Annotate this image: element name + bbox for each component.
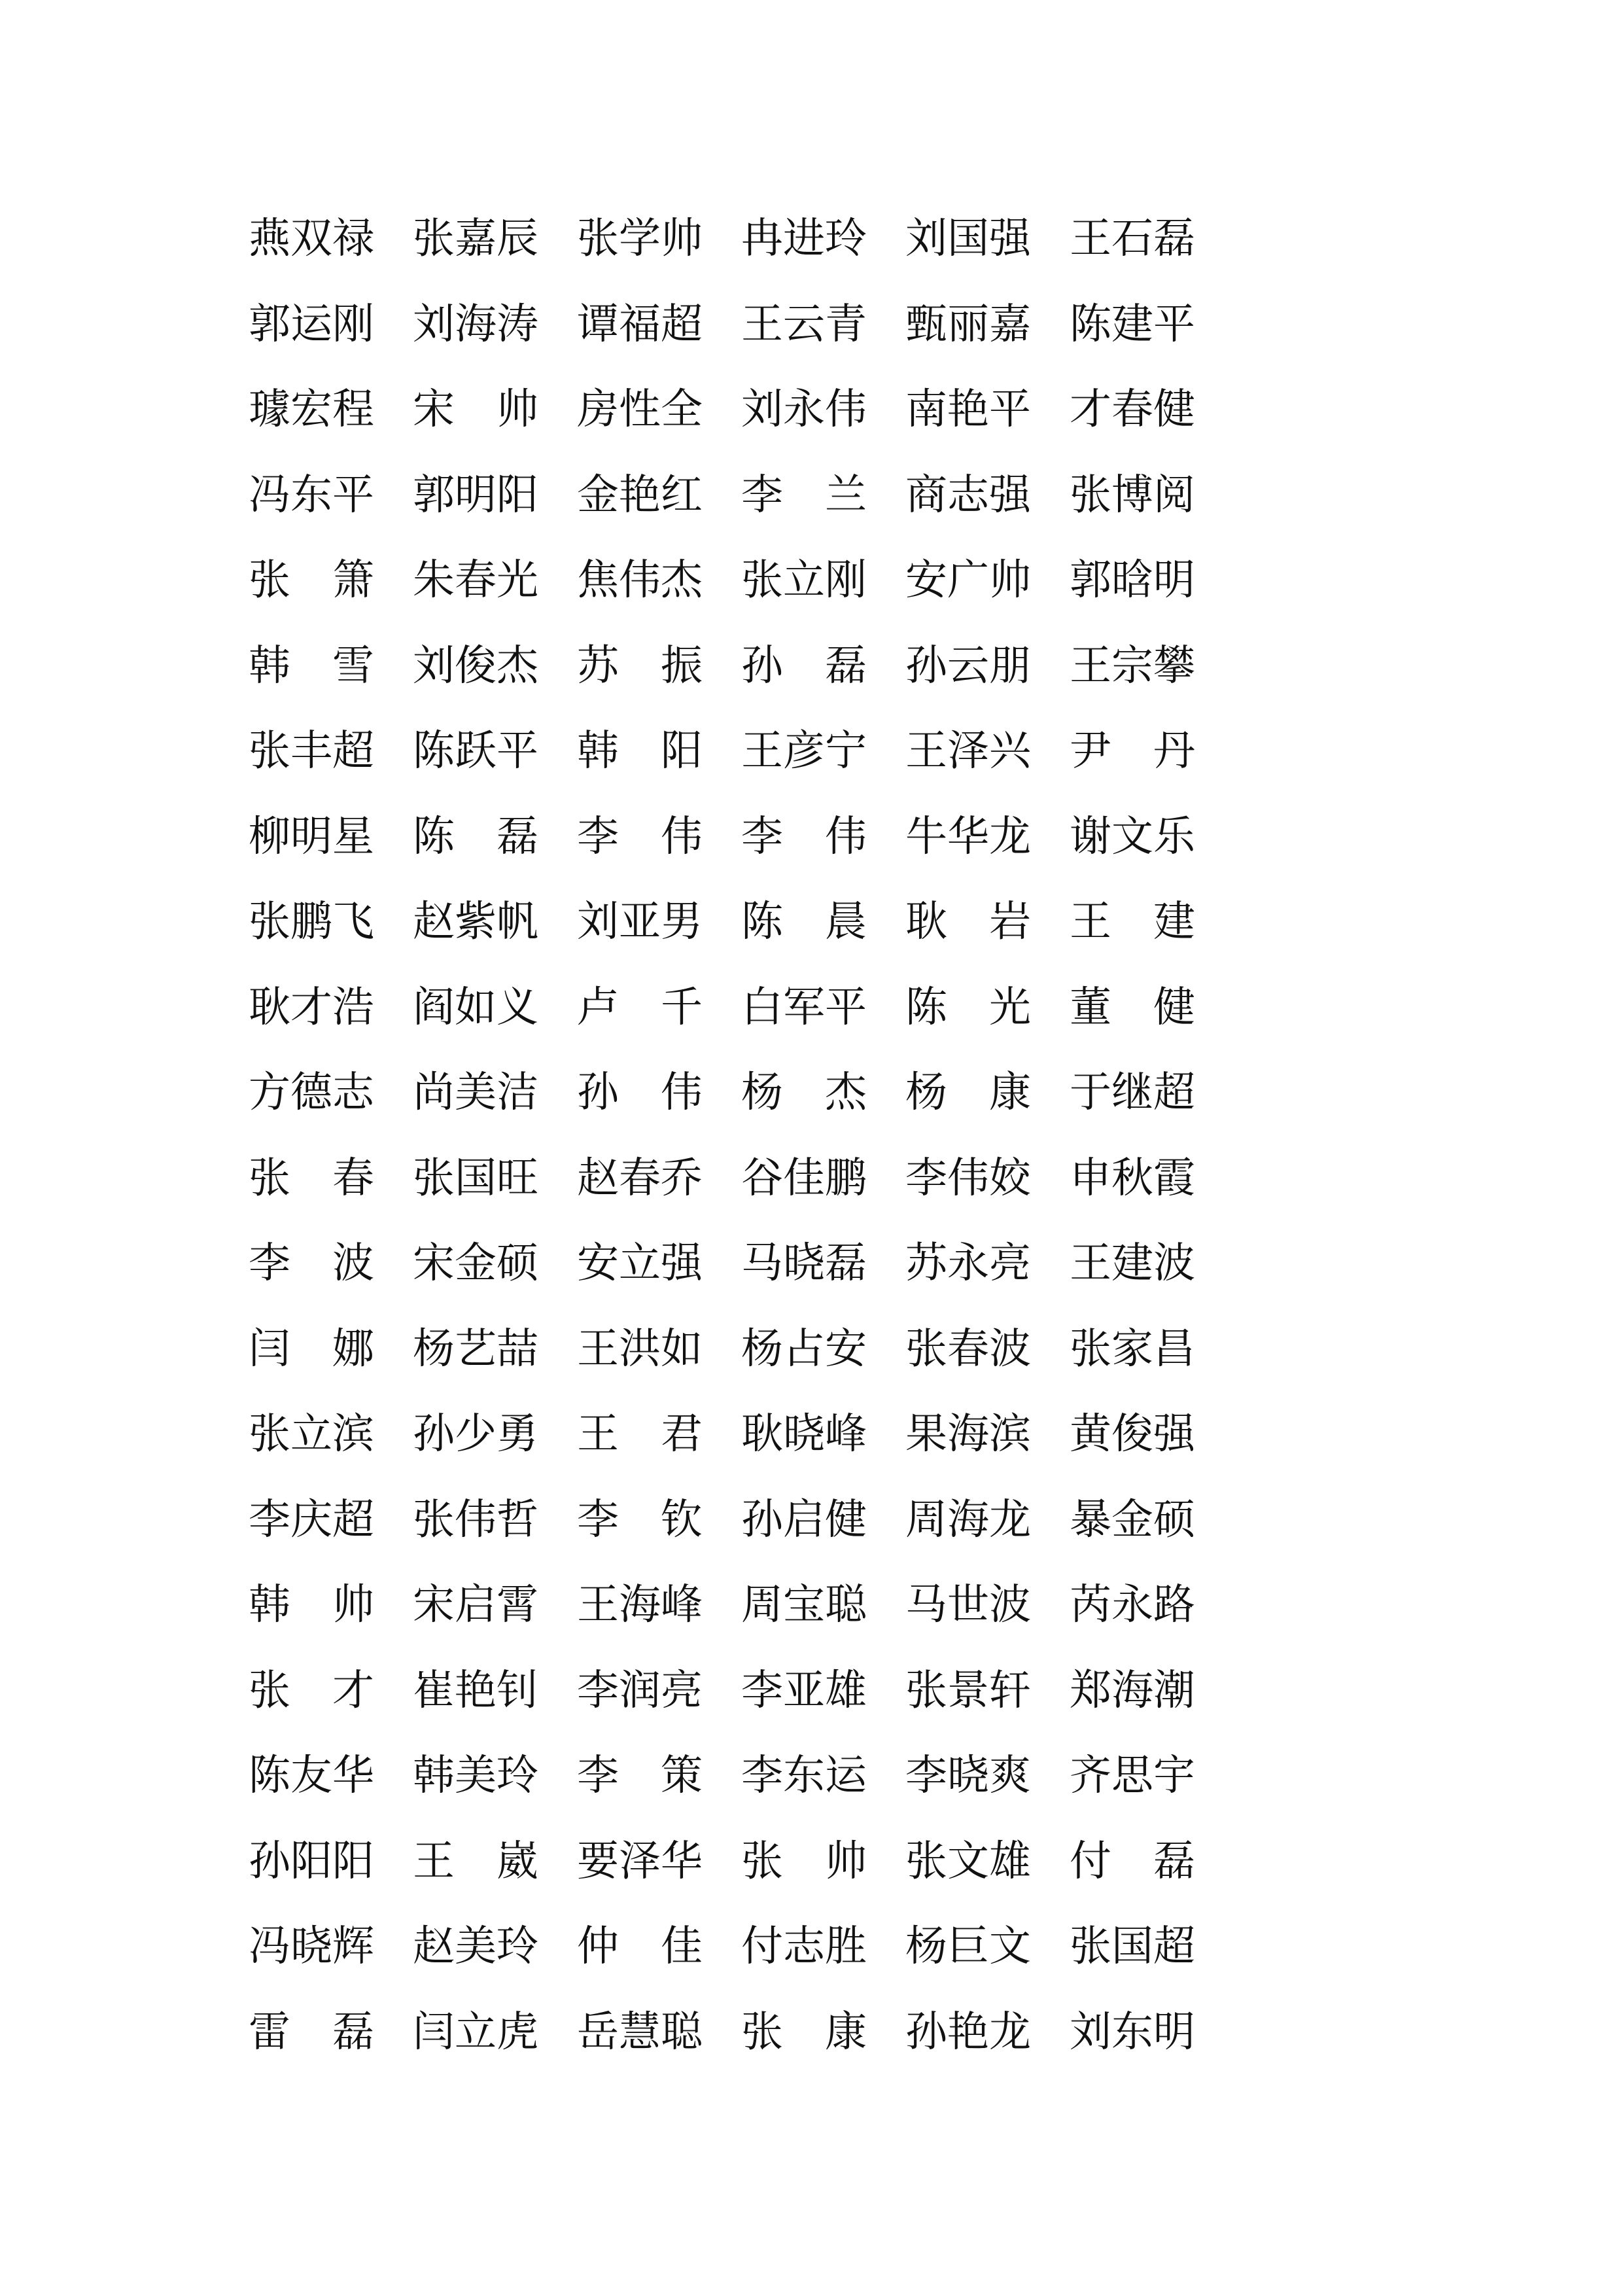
- name-entry: 果海滨: [905, 1410, 1031, 1458]
- name-entry: 卢 千: [577, 983, 703, 1032]
- name-entry: 李伟姣: [905, 1154, 1031, 1203]
- name-entry: 尹 丹: [1070, 727, 1195, 775]
- name-entry: 刘东明: [1070, 2007, 1195, 2057]
- name-entry: 陈跃平: [413, 727, 538, 775]
- name-entry: 才春健: [1070, 385, 1195, 434]
- name-row: [249, 722, 1230, 807]
- name-entry: 王 君: [577, 1410, 703, 1458]
- name-entry: 仲 佳: [577, 1922, 703, 1971]
- name-row: [249, 1405, 1230, 1491]
- name-entry: 冯东平: [249, 470, 374, 520]
- name-list: [249, 209, 1230, 2088]
- name-entry: 韩美玲: [413, 1752, 538, 1800]
- name-entry: 刘俊杰: [413, 641, 538, 690]
- name-row: [249, 1661, 1230, 1747]
- name-entry: 郭明阳: [413, 470, 538, 520]
- name-entry: 王 崴: [413, 1837, 538, 1886]
- name-entry: 张伟哲: [413, 1495, 538, 1544]
- name-entry: 马晓磊: [741, 1239, 867, 1288]
- name-row: [249, 1149, 1230, 1235]
- name-entry: 焦伟杰: [577, 556, 703, 605]
- name-entry: 张国超: [1070, 1922, 1195, 1971]
- name-entry: 暴金硕: [1070, 1495, 1195, 1544]
- name-row: [249, 295, 1230, 381]
- name-entry: 董 健: [1070, 983, 1195, 1032]
- name-entry: 燕双禄: [249, 215, 374, 263]
- name-entry: 宋 帅: [413, 385, 538, 434]
- name-entry: 陈 磊: [413, 812, 538, 861]
- name-entry: 张博阅: [1070, 470, 1195, 520]
- name-entry: 王泽兴: [905, 727, 1031, 775]
- name-entry: 孙阳阳: [249, 1837, 374, 1886]
- name-entry: 耿 岩: [905, 898, 1031, 946]
- name-entry: 韩 阳: [577, 727, 703, 775]
- name-entry: 王宗攀: [1070, 641, 1195, 690]
- name-entry: 郑海潮: [1070, 1666, 1195, 1715]
- name-entry: 孙启健: [741, 1495, 867, 1544]
- name-entry: 王建波: [1070, 1239, 1195, 1288]
- name-entry: 李 波: [249, 1239, 374, 1288]
- name-row: [249, 1576, 1230, 1661]
- name-entry: 张 康: [741, 2007, 867, 2057]
- name-entry: 李润亮: [577, 1666, 703, 1715]
- name-row: [249, 380, 1230, 466]
- name-entry: 张嘉辰: [413, 215, 538, 263]
- name-entry: 张立滨: [249, 1410, 374, 1458]
- name-entry: 谭福超: [577, 300, 703, 349]
- name-entry: 闫 娜: [249, 1324, 374, 1373]
- name-row: [249, 551, 1230, 637]
- name-row: [249, 892, 1230, 978]
- name-row: [249, 466, 1230, 552]
- name-entry: 张立刚: [741, 556, 867, 605]
- name-entry: 宋启霄: [413, 1581, 538, 1629]
- name-entry: 苏 振: [577, 641, 703, 690]
- name-entry: 王石磊: [1070, 215, 1195, 263]
- name-entry: 商志强: [905, 470, 1031, 520]
- name-entry: 雷 磊: [249, 2007, 374, 2057]
- name-entry: 刘永伟: [741, 385, 867, 434]
- name-entry: 韩 雪: [249, 641, 374, 690]
- name-row: [249, 1320, 1230, 1405]
- name-entry: 金艳红: [577, 470, 703, 520]
- name-entry: 齐思宇: [1070, 1752, 1195, 1800]
- name-entry: 孙 伟: [577, 1069, 703, 1117]
- name-entry: 杨艺喆: [413, 1324, 538, 1373]
- name-entry: 张国旺: [413, 1154, 538, 1203]
- name-entry: 李晓爽: [905, 1752, 1031, 1800]
- name-entry: 房性全: [577, 385, 703, 434]
- name-row: [249, 1491, 1230, 1576]
- name-entry: 韩 帅: [249, 1581, 374, 1629]
- name-entry: 张春波: [905, 1324, 1031, 1373]
- name-entry: 王 建: [1070, 898, 1195, 946]
- name-row: [249, 1746, 1230, 1832]
- name-entry: 孙云朋: [905, 641, 1031, 690]
- name-row: [249, 209, 1230, 295]
- name-entry: 刘国强: [905, 215, 1031, 263]
- name-entry: 于继超: [1070, 1069, 1195, 1117]
- name-row: [249, 1063, 1230, 1149]
- name-row: [249, 1917, 1230, 2003]
- name-entry: 宋金硕: [413, 1239, 538, 1288]
- name-entry: 郭晗明: [1070, 556, 1195, 605]
- name-entry: 李 策: [577, 1752, 703, 1800]
- name-entry: 周海龙: [905, 1495, 1031, 1544]
- name-entry: 阎如义: [413, 983, 538, 1032]
- name-entry: 刘亚男: [577, 898, 703, 946]
- name-entry: 芮永路: [1070, 1581, 1195, 1629]
- name-entry: 孙 磊: [741, 641, 867, 690]
- name-row: [249, 2003, 1230, 2089]
- name-entry: 陈 晨: [741, 898, 867, 946]
- name-entry: 要泽华: [577, 1837, 703, 1886]
- name-entry: 孙少勇: [413, 1410, 538, 1458]
- name-entry: 陈 光: [905, 983, 1031, 1032]
- name-entry: 陈友华: [249, 1752, 374, 1800]
- name-entry: 安广帅: [905, 556, 1031, 605]
- name-entry: 冯晓辉: [249, 1922, 374, 1971]
- name-entry: 岳慧聪: [577, 2007, 703, 2057]
- name-entry: 璩宏程: [249, 385, 374, 434]
- name-entry: 申秋霞: [1070, 1154, 1195, 1203]
- name-entry: 李东运: [741, 1752, 867, 1800]
- name-entry: 张 帅: [741, 1837, 867, 1886]
- name-row: [249, 1234, 1230, 1320]
- name-entry: 王彦宁: [741, 727, 867, 775]
- name-entry: 谷佳鹏: [741, 1154, 867, 1203]
- name-entry: 赵春乔: [577, 1154, 703, 1203]
- name-entry: 杨 康: [905, 1069, 1031, 1117]
- name-entry: 苏永亮: [905, 1239, 1031, 1288]
- name-entry: 杨巨文: [905, 1922, 1031, 1971]
- name-entry: 郭运刚: [249, 300, 374, 349]
- name-entry: 张 才: [249, 1666, 374, 1715]
- name-entry: 张家昌: [1070, 1324, 1195, 1373]
- name-entry: 冉进玲: [741, 215, 867, 263]
- name-entry: 付 磊: [1070, 1837, 1195, 1886]
- name-entry: 李 钦: [577, 1495, 703, 1544]
- name-entry: 刘海涛: [413, 300, 538, 349]
- name-row: [249, 1832, 1230, 1918]
- name-entry: 陈建平: [1070, 300, 1195, 349]
- name-entry: 耿晓峰: [741, 1410, 867, 1458]
- name-entry: 李庆超: [249, 1495, 374, 1544]
- name-entry: 闫立虎: [413, 2007, 538, 2057]
- name-entry: 张鹏飞: [249, 898, 374, 946]
- name-entry: 南艳平: [905, 385, 1031, 434]
- name-entry: 张景轩: [905, 1666, 1031, 1715]
- name-entry: 牛华龙: [905, 812, 1031, 861]
- name-entry: 周宝聪: [741, 1581, 867, 1629]
- name-entry: 杨占安: [741, 1324, 867, 1373]
- name-entry: 张 春: [249, 1154, 374, 1203]
- name-entry: 王云青: [741, 300, 867, 349]
- name-entry: 黄俊强: [1070, 1410, 1195, 1458]
- name-entry: 甄丽嘉: [905, 300, 1031, 349]
- name-entry: 柳明星: [249, 812, 374, 861]
- name-entry: 崔艳钊: [413, 1666, 538, 1715]
- name-entry: 李 伟: [741, 812, 867, 861]
- name-entry: 安立强: [577, 1239, 703, 1288]
- name-entry: 李 兰: [741, 470, 867, 520]
- name-entry: 谢文乐: [1070, 812, 1195, 861]
- name-entry: 张学帅: [577, 215, 703, 263]
- name-entry: 杨 杰: [741, 1069, 867, 1117]
- name-entry: 耿才浩: [249, 983, 374, 1032]
- name-entry: 付志胜: [741, 1922, 867, 1971]
- name-entry: 张文雄: [905, 1837, 1031, 1886]
- name-entry: 王海峰: [577, 1581, 703, 1629]
- name-entry: 方德志: [249, 1069, 374, 1117]
- name-entry: 赵紫帆: [413, 898, 538, 946]
- name-row: [249, 637, 1230, 722]
- name-entry: 张丰超: [249, 727, 374, 775]
- name-entry: 王洪如: [577, 1324, 703, 1373]
- name-row: [249, 807, 1230, 893]
- name-entry: 张 箫: [249, 556, 374, 605]
- name-entry: 马世波: [905, 1581, 1031, 1629]
- name-entry: 白军平: [741, 983, 867, 1032]
- name-entry: 尚美洁: [413, 1069, 538, 1117]
- name-entry: 孙艳龙: [905, 2007, 1031, 2057]
- name-row: [249, 978, 1230, 1064]
- name-entry: 赵美玲: [413, 1922, 538, 1971]
- name-entry: 朱春光: [413, 556, 538, 605]
- name-entry: 李亚雄: [741, 1666, 867, 1715]
- name-entry: 李 伟: [577, 812, 703, 861]
